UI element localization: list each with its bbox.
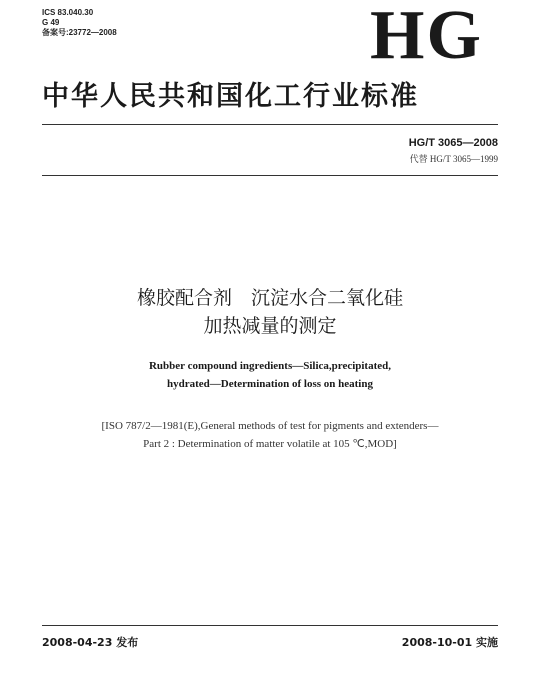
organization-title: 中华人民共和国化工行业标准 xyxy=(42,81,419,112)
iso-reference-line-2: Part 2 : Determination of matter volatile at 105 ℃,MOD] xyxy=(143,438,397,450)
english-title-line-2: hydrated—Determination of loss on heating xyxy=(167,378,373,390)
record-number: 备案号:23772—2008 xyxy=(42,28,117,37)
english-title-line-1: Rubber compound ingredients—Silica,precipitated, xyxy=(148,360,392,372)
footer-divider xyxy=(42,625,498,626)
issue-date: 2008-04-23 发布 xyxy=(42,636,139,649)
replaces-standard: 代替 HG/T 3065—1999 xyxy=(409,154,498,164)
header-divider xyxy=(42,124,498,125)
ics-code: ICS 83.040.30 xyxy=(42,8,94,17)
number-divider xyxy=(42,175,498,176)
implementation-date: 2008-10-01 实施 xyxy=(401,636,498,649)
chinese-title-line-1: 橡胶配合剂 沉淀水合二氧化硅 xyxy=(136,287,403,309)
hg-logo: HG xyxy=(370,0,483,74)
classification-code: G 49 xyxy=(42,18,60,27)
standard-number: HG/T 3065—2008 xyxy=(408,137,498,149)
iso-reference-line-1: [ISO 787/2—1981(E),General methods of test for pigments and extenders— xyxy=(101,420,439,432)
chinese-title-line-2: 加热减量的测定 xyxy=(203,315,337,337)
